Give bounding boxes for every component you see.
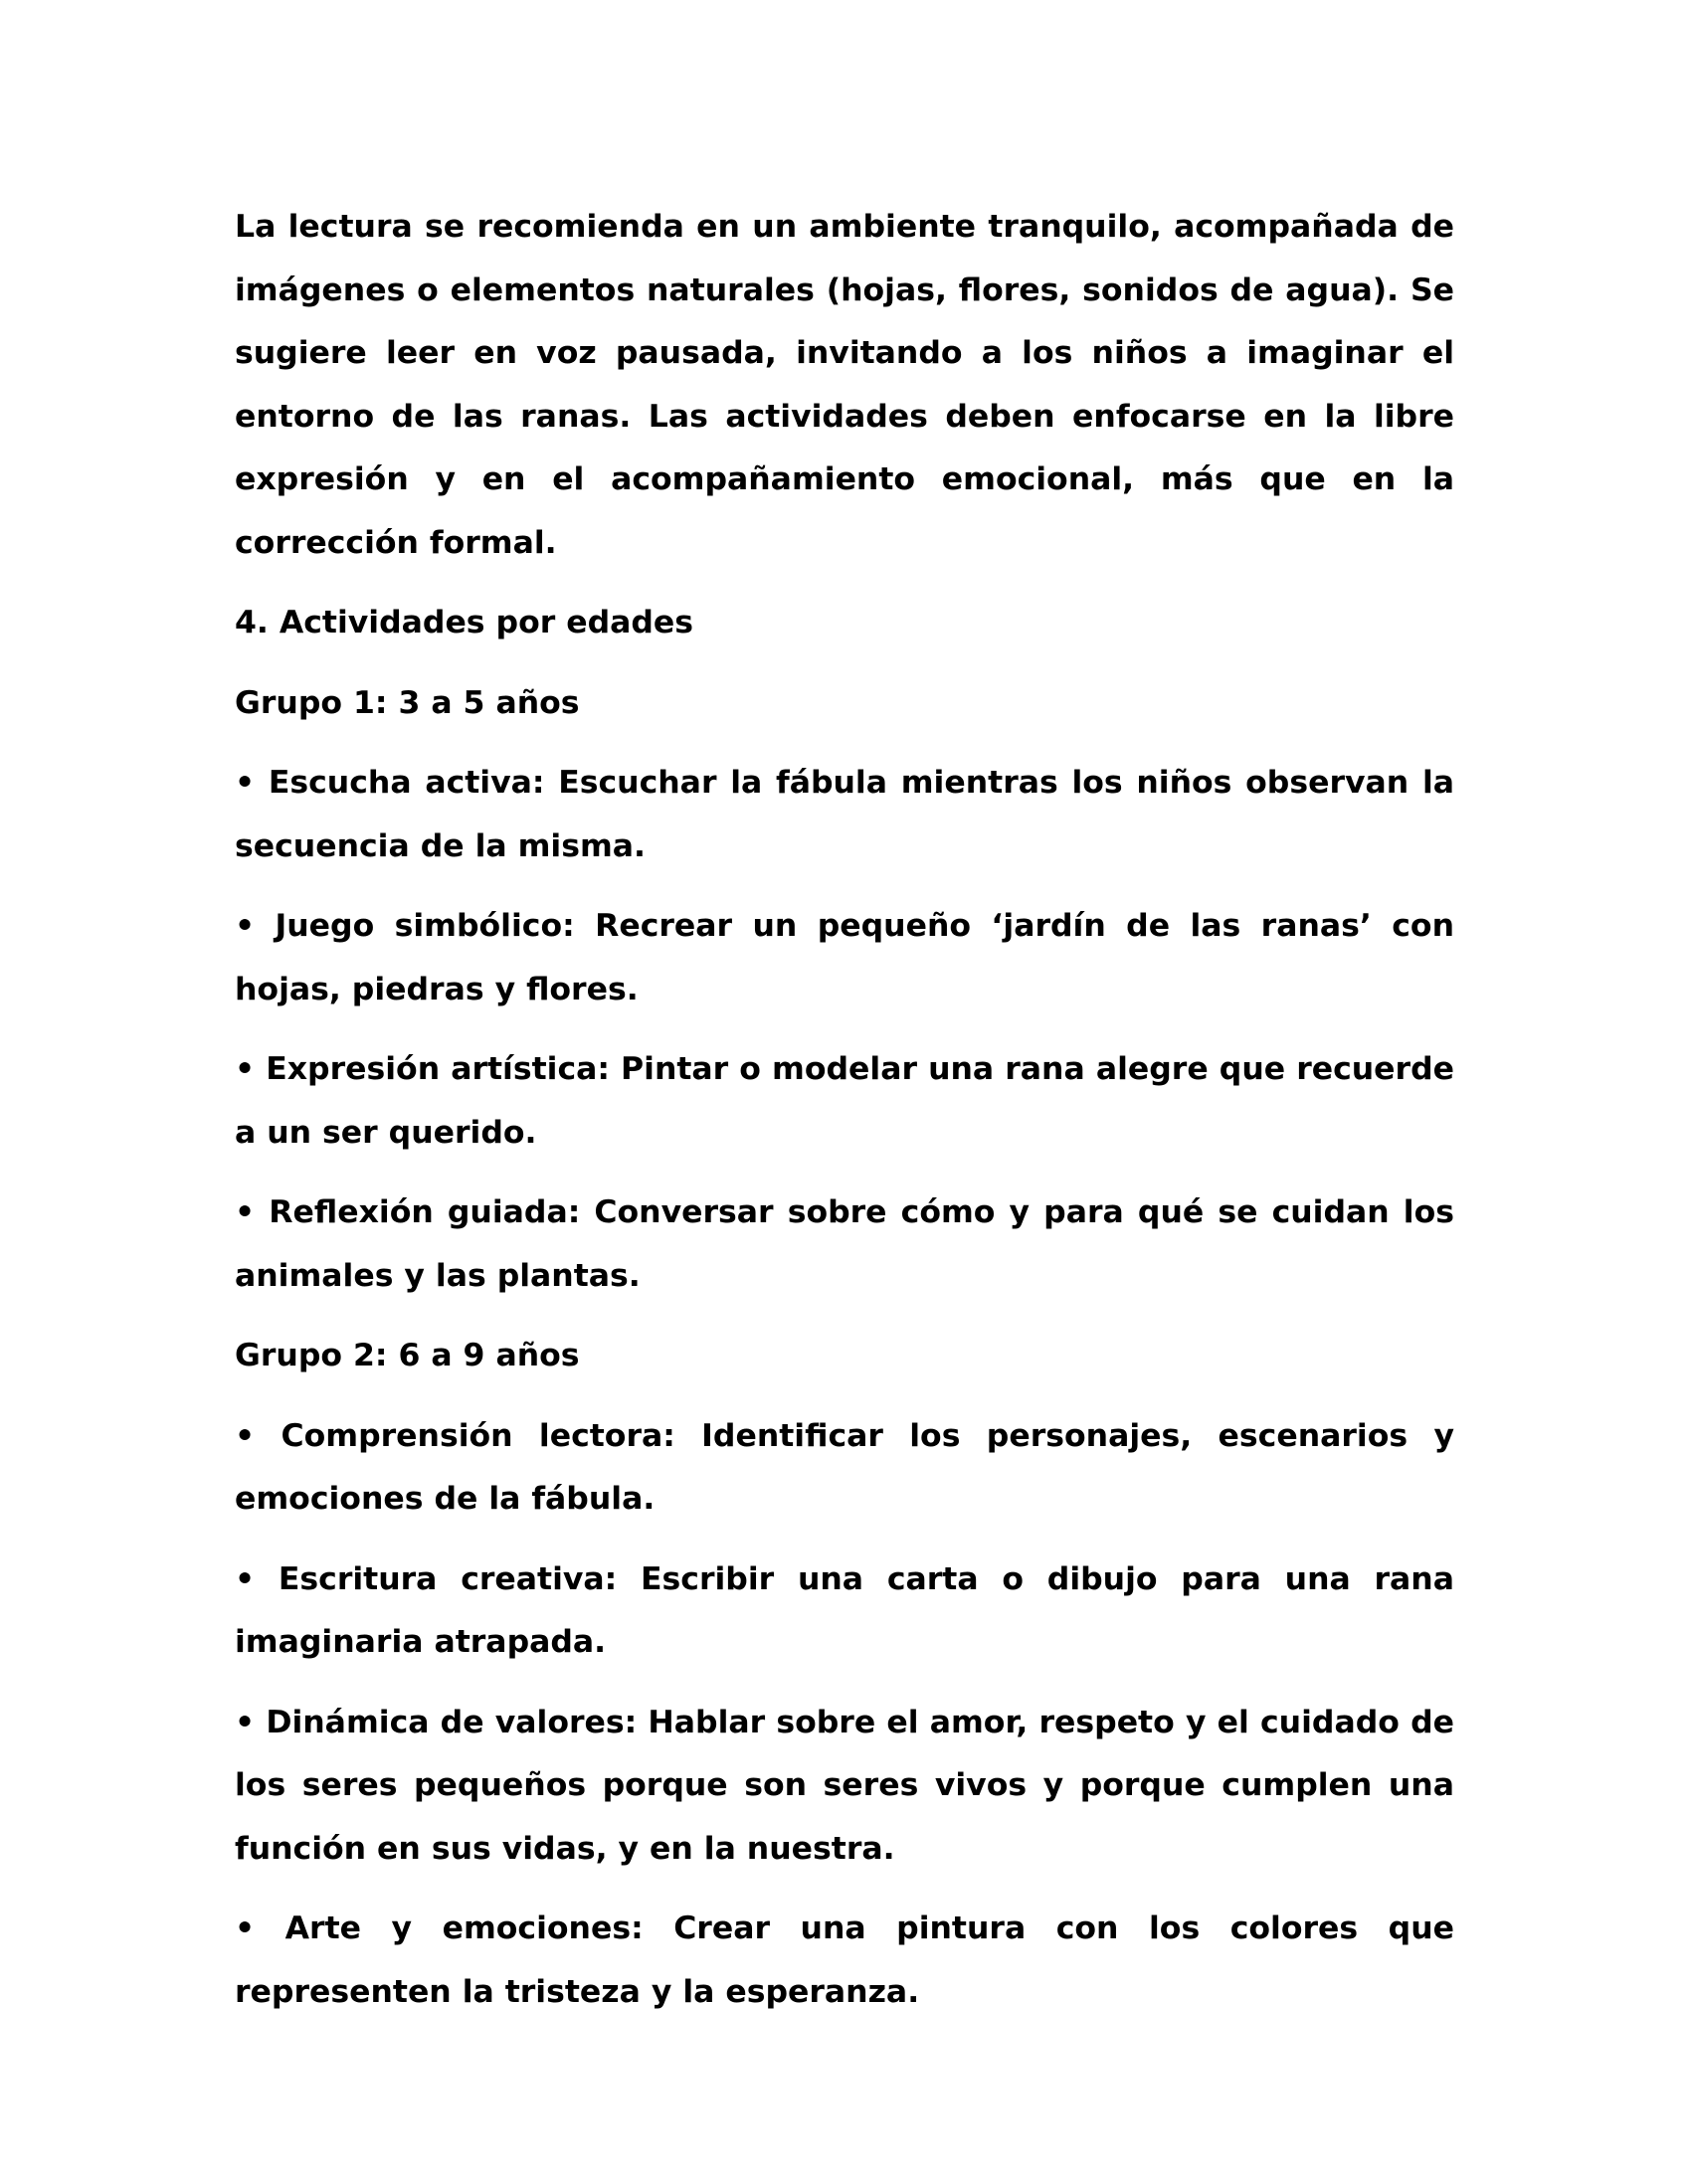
- group-1-heading: Grupo 1: 3 a 5 años: [235, 684, 580, 721]
- group-1-item-expresion-artistica: • Expresión artística: Pintar o modelar una rana alegre que recuerde a un ser querido.: [235, 1051, 1454, 1151]
- group-1-item-escucha-activa: • Escucha activa: Escuchar la fábula mientras los niños observan la secuencia de la misma.: [235, 765, 1454, 864]
- group-2-item-arte-y-emociones: • Arte y emociones: Crear una pintura con los colores que representen la tristeza y la esperanza.: [235, 1911, 1454, 2010]
- section-heading: 4. Actividades por edades: [235, 605, 694, 640]
- group-2-item-dinamica-de-valores: • Dinámica de valores: Hablar sobre el amor, respeto y el cuidado de los seres pequeños porque son seres vivos y porque cumplen una función en sus vidas, y en la nuestra.: [235, 1704, 1454, 1867]
- group-2-item-escritura-creativa: • Escritura creativa: Escribir una carta o dibujo para una rana imaginaria atrapada.: [235, 1560, 1454, 1660]
- group-2-item-comprension-lectora: • Comprensión lectora: Identificar los personajes, escenarios y emociones de la fábula.: [235, 1417, 1454, 1517]
- group-1-item-juego-simbolico: • Juego simbólico: Recrear un pequeño ‘jardín de las ranas’ con hojas, piedras y flores.: [235, 908, 1454, 1007]
- document-body: [235, 196, 1454, 2041]
- group-1-item-reflexion-guiada: • Reflexión guiada: Conversar sobre cómo y para qué se cuidan los animales y las plantas.: [235, 1194, 1454, 1294]
- intro-paragraph: La lectura se recomienda en un ambiente tranquilo, acompañada de imágenes o elementos naturales (hojas, flores, sonidos de agua). Se sugiere leer en voz pausada, invitando a los niños a imaginar el entorno de las ranas. Las actividades deben enfocarse en la libre expresión y en el acompañamiento emocional, más que en la corrección formal.: [235, 209, 1454, 561]
- group-2-heading: Grupo 2: 6 a 9 años: [235, 1338, 580, 1373]
